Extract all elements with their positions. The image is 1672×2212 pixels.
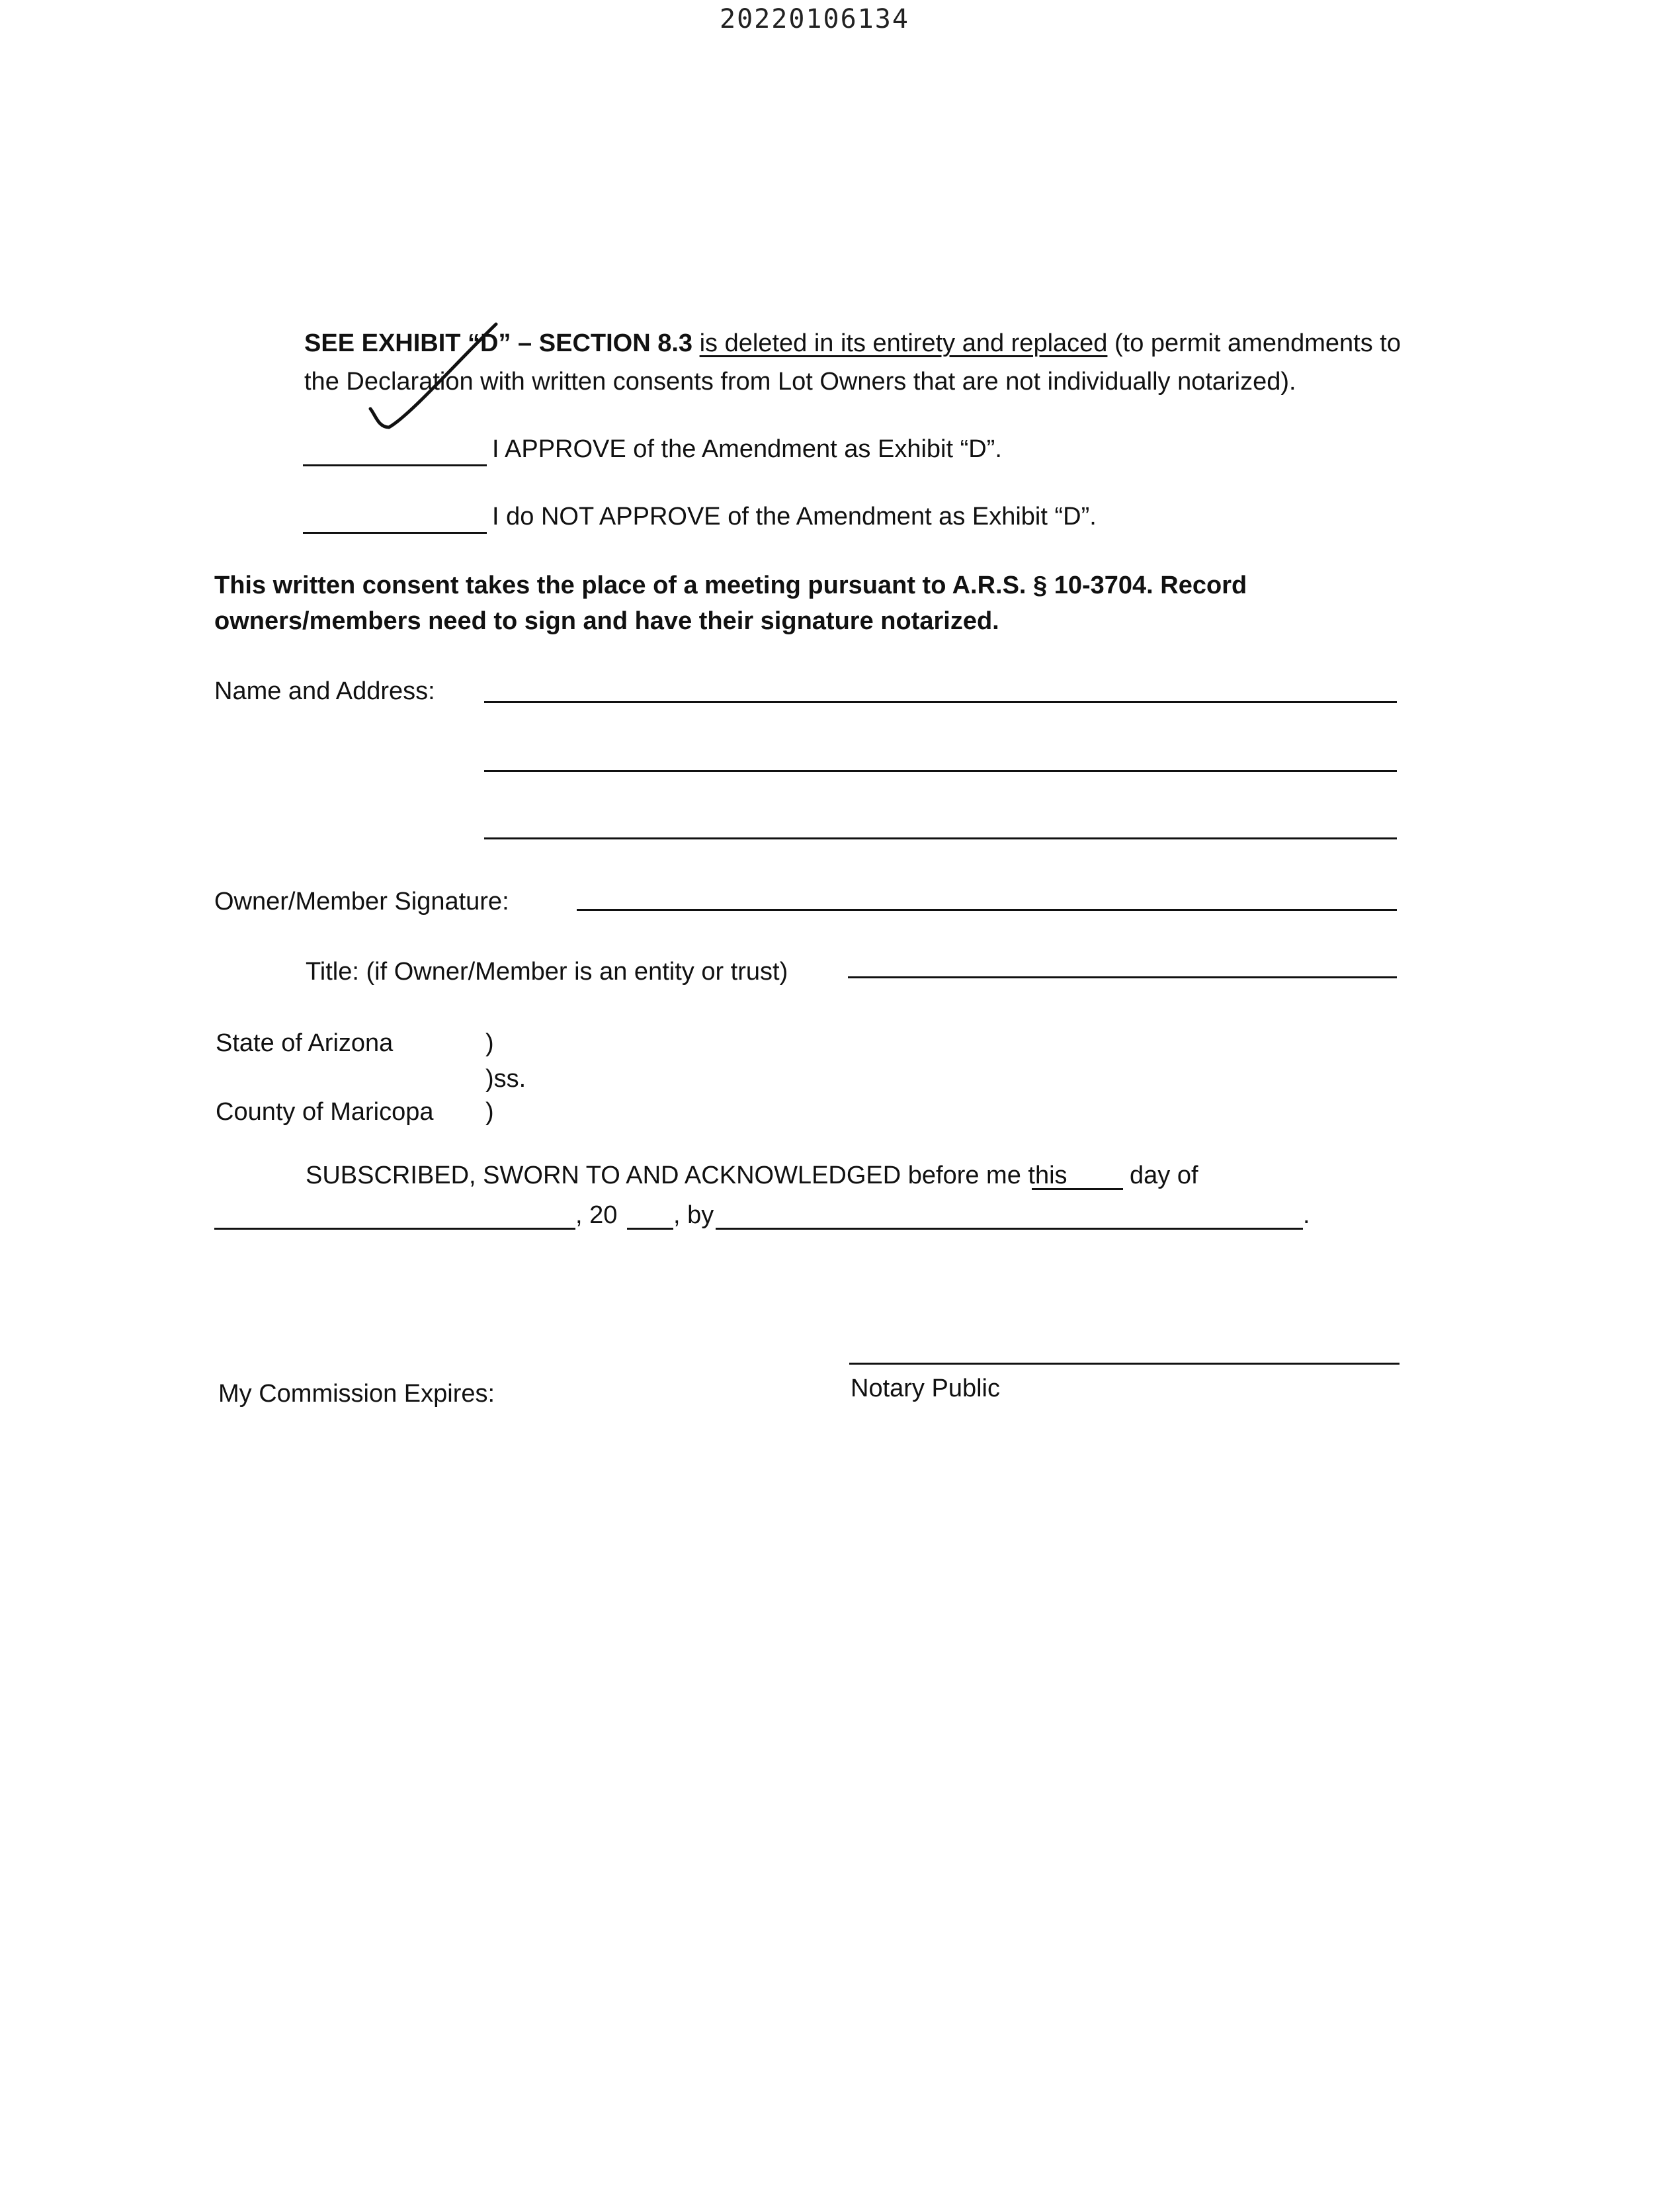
document-number: 20220106134 bbox=[720, 4, 909, 34]
day-blank-line[interactable] bbox=[1032, 1188, 1123, 1190]
signature-label: Owner/Member Signature: bbox=[214, 888, 509, 915]
by-name-blank-line[interactable] bbox=[716, 1228, 1303, 1230]
month-blank-line[interactable] bbox=[214, 1228, 575, 1230]
exhibit-reference: SEE EXHIBIT “D” – SECTION 8.3 bbox=[304, 329, 693, 357]
by-label: , by bbox=[673, 1201, 714, 1229]
approve-option-label: I APPROVE of the Amendment as Exhibit “D”. bbox=[492, 435, 1002, 463]
year-blank-line[interactable] bbox=[627, 1228, 673, 1230]
day-of-label: day of bbox=[1130, 1162, 1198, 1189]
title-label: Title: (if Owner/Member is an entity or trust) bbox=[306, 958, 788, 986]
notary-public-label: Notary Public bbox=[851, 1375, 1000, 1402]
acknowledgment-text: SUBSCRIBED, SWORN TO AND ACKNOWLEDGED before me this bbox=[306, 1162, 1067, 1189]
not-approve-blank-line[interactable] bbox=[303, 532, 487, 534]
name-address-line-3[interactable] bbox=[484, 837, 1397, 839]
name-address-label: Name and Address: bbox=[214, 677, 435, 705]
consent-statement-line-1: This written consent takes the place of a meeting pursuant to A.R.S. § 10-3704. Record bbox=[214, 572, 1247, 599]
year-prefix-label: , 20 bbox=[575, 1201, 618, 1229]
exhibit-purpose-text: (to permit amendments to bbox=[1114, 329, 1401, 357]
not-approve-option-label: I do NOT APPROVE of the Amendment as Exhibit “D”. bbox=[492, 503, 1097, 531]
exhibit-underlined-text: is deleted in its entirety and replaced bbox=[699, 329, 1108, 357]
state-label: State of Arizona bbox=[216, 1029, 394, 1057]
title-line[interactable] bbox=[848, 976, 1397, 978]
commission-expires-label: My Commission Expires: bbox=[218, 1380, 495, 1408]
exhibit-line-2: the Declaration with written consents from Lot Owners that are not individually notarized). bbox=[304, 368, 1296, 396]
acknowledgment-period: . bbox=[1303, 1201, 1310, 1229]
venue-paren-bottom: ) bbox=[485, 1098, 494, 1126]
consent-statement-line-2: owners/members need to sign and have their signature notarized. bbox=[214, 607, 999, 635]
approve-blank-line[interactable] bbox=[303, 464, 487, 466]
notary-signature-line[interactable] bbox=[849, 1363, 1400, 1365]
name-address-line-2[interactable] bbox=[484, 770, 1397, 772]
venue-ss: )ss. bbox=[485, 1065, 526, 1093]
signature-line[interactable] bbox=[577, 909, 1397, 911]
venue-paren-top: ) bbox=[485, 1029, 494, 1057]
checkmark-icon bbox=[357, 316, 516, 455]
county-label: County of Maricopa bbox=[216, 1098, 434, 1126]
name-address-line-1[interactable] bbox=[484, 701, 1397, 703]
